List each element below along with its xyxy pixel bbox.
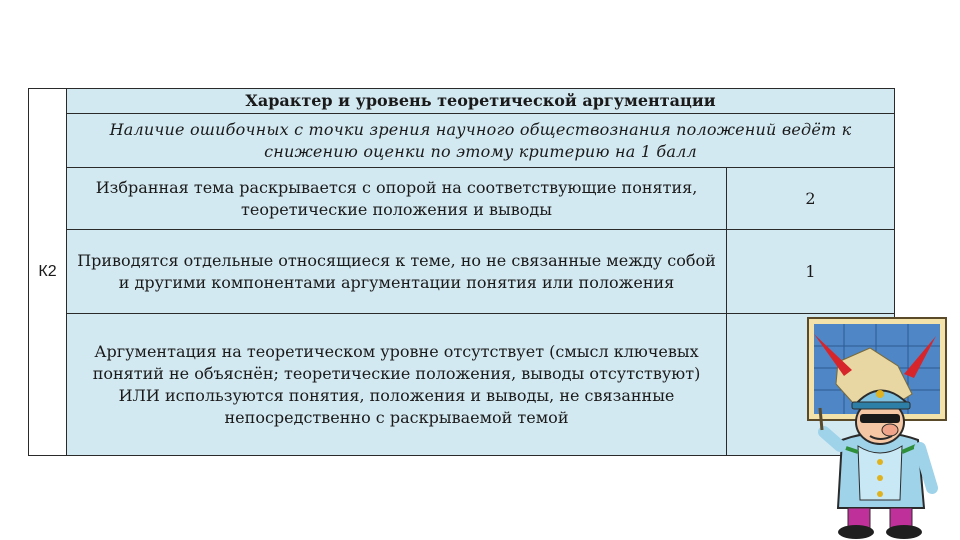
row-score: 2 <box>727 168 895 230</box>
row-description: Приводятся отдельные относящиеся к теме, но не связанные между собой и другими компонентами аргументации понятия или положения <box>67 230 727 314</box>
criteria-table <box>28 88 895 456</box>
criterion-note: Наличие ошибочных с точки зрения научного обществознания положений ведёт к снижению оценки по этому критерию на 1 балл <box>67 114 895 168</box>
table-row <box>29 168 895 230</box>
criterion-note-row <box>29 114 895 168</box>
criterion-title-row <box>29 89 895 114</box>
cartoon-officer-with-map-icon <box>800 312 960 540</box>
row-score: 1 <box>727 230 895 314</box>
criterion-title: Характер и уровень теоретической аргументации <box>67 89 895 114</box>
table-row <box>29 314 895 456</box>
criterion-code: К2 <box>29 89 67 456</box>
row-description: Избранная тема раскрывается с опорой на соответствующие понятия, теоретические положения и выводы <box>67 168 727 230</box>
table-row <box>29 230 895 314</box>
row-description: Аргументация на теоретическом уровне отсутствует (смысл ключевых понятий не объяснён; теоретические положения, выводы отсутствуют) ИЛИ используются понятия, положения и выводы, не связанные непосредственно с раскрываемой темой <box>67 314 727 456</box>
